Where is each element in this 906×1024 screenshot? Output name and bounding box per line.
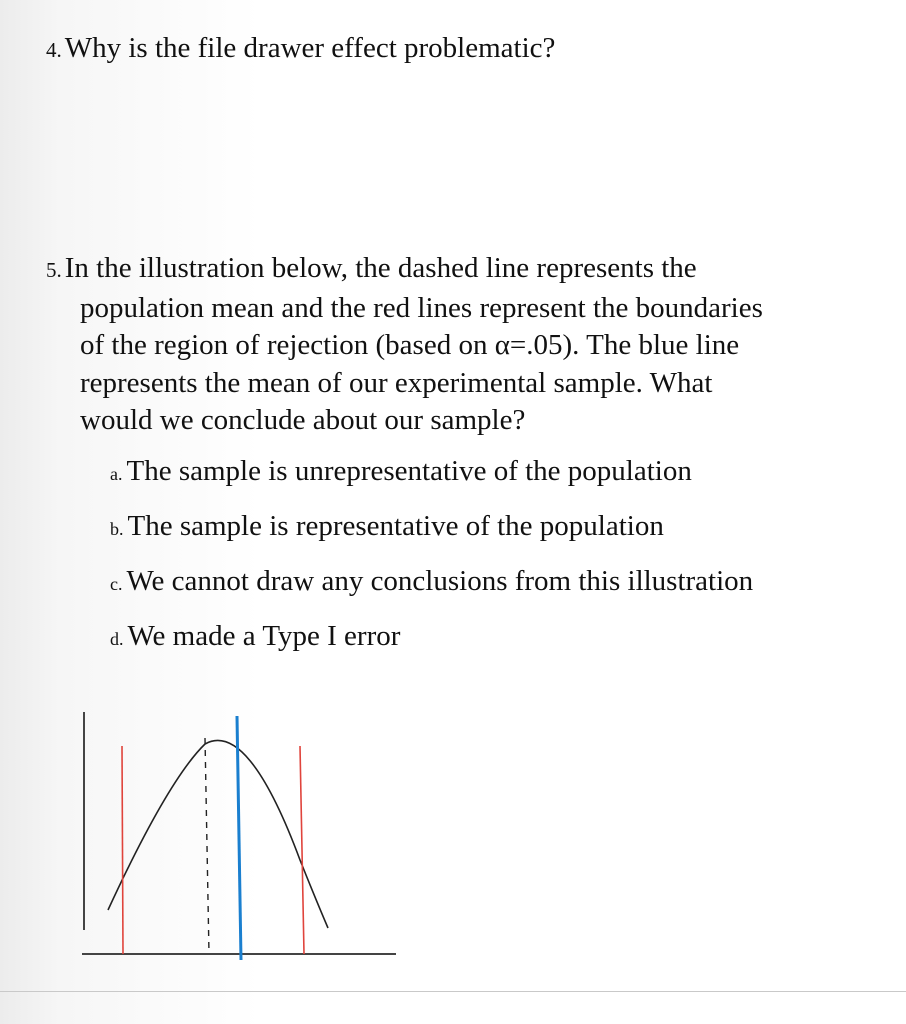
answer-option-c[interactable]	[110, 563, 753, 618]
option-letter: b.	[110, 519, 124, 539]
option-text: The sample is unrepresentative of the population	[126, 455, 692, 487]
option-text: The sample is representative of the population	[127, 510, 664, 542]
option-letter: d.	[110, 629, 124, 649]
question-5-line-1	[46, 250, 866, 290]
answer-options	[110, 453, 753, 673]
question-4	[46, 30, 555, 70]
option-text: We cannot draw any conclusions from this illustration	[126, 565, 754, 597]
answer-option-b[interactable]	[110, 508, 753, 563]
rejection-boundary-left	[122, 746, 123, 954]
question-5	[46, 250, 866, 440]
question-5-line-2: population mean and the red lines represent the boundaries	[80, 291, 763, 324]
question-5-line-1-text: In the illustration below, the dashed line represents the	[64, 252, 697, 284]
rejection-boundary-right	[300, 746, 304, 954]
answer-option-a[interactable]	[110, 453, 753, 508]
option-letter: a.	[110, 464, 123, 484]
question-5-line-4: represents the mean of our experimental sample. What	[80, 366, 713, 399]
page-divider	[0, 991, 906, 992]
question-4-text: Why is the file drawer effect problematic?	[64, 32, 556, 64]
question-4-number: 4.	[46, 38, 62, 62]
distribution-illustration	[0, 700, 420, 970]
question-5-line-3: of the region of rejection (based on α=.05). The blue line	[80, 329, 740, 361]
sample-mean-line	[237, 716, 241, 960]
option-text: We made a Type I error	[127, 620, 401, 652]
answer-option-d[interactable]	[110, 618, 753, 673]
normal-curve	[108, 740, 328, 928]
question-5-number: 5.	[46, 258, 62, 282]
population-mean-dashed-line	[205, 738, 209, 954]
question-5-line-5: would we conclude about our sample?	[80, 404, 526, 436]
option-letter: c.	[110, 574, 123, 594]
